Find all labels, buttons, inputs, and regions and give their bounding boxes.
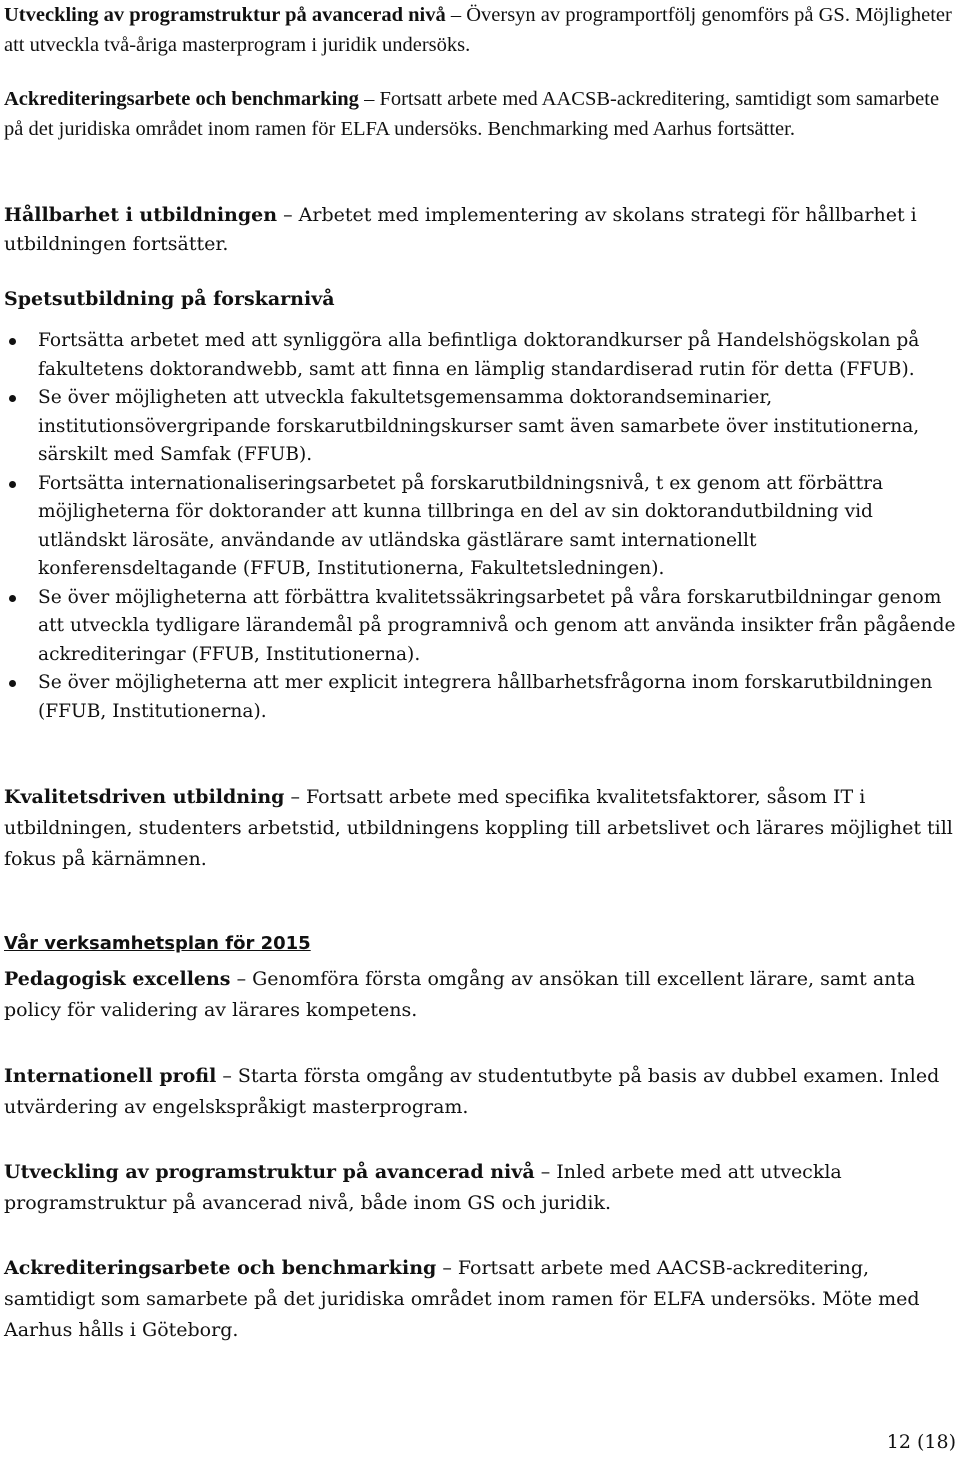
paragraph-heading: Kvalitetsdriven utbildning (4, 786, 285, 808)
list-item: Se över möjligheterna att mer explicit integrera hållbarhetsfrågorna inom forskarutbildningen (FFUB, Institutionerna). (0, 669, 956, 726)
page-number: 12 (18) (886, 1431, 956, 1453)
paragraph-accreditation: Ackrediteringsarbete och benchmarking – Fortsatt arbete med AACSB-ackreditering, samtidigt som samarbete på det juridiska området inom ramen för ELFA undersöks. Benchmarking med Aarhus fortsätter. (4, 88, 940, 140)
bullet-icon (9, 481, 16, 488)
bullet-icon (9, 338, 16, 345)
paragraph-accreditation-2015: Ackrediteringsarbete och benchmarking – Fortsatt arbete med AACSB-ackreditering, samtidigt som samarbete på det juridiska området inom ramen för ELFA undersöks. Möte med Aarhus hålls i Göteborg. (4, 1257, 920, 1341)
paragraph-quality: Kvalitetsdriven utbildning – Fortsatt arbete med specifika kvalitetsfaktorer, såsom IT i utbildningen, studenters arbetstid, utbildningens koppling till arbetslivet och lärares möjlighet till fokus på kärnämnen. (4, 786, 953, 870)
paragraph-text: Översyn av programportfölj genomförs på GS. Möjligheter att utveckla två-åriga masterprogram i juridik undersöks. (4, 4, 952, 56)
paragraph-heading: Utveckling av programstruktur på avancerad nivå (4, 1161, 535, 1183)
paragraph-text: Genomföra första omgång av ansökan till excellent lärare, samt anta policy för validering av lärares kompetens. (4, 968, 916, 1021)
research-bullet-list (0, 327, 956, 726)
list-item: Fortsätta internationaliseringsarbetet på forskarutbildningsnivå, t ex genom att förbättra möjligheterna för doktorander att kunna tillbringa en del av sin doktorandutbildning vid utländskt lärosäte, användande av utländska gästlärare samt internationellt konferensdeltagande (FFUB, Institutionerna, Fakultetsledningen). (0, 470, 956, 584)
paragraph-text: Starta första omgång av studentutbyte på basis av dubbel examen. Inled utvärdering av engelskspråkigt masterprogram. (4, 1065, 940, 1118)
paragraph-text: Fortsatt arbete med specifika kvalitetsfaktorer, såsom IT i utbildningen, studenters arbetstid, utbildningens koppling till arbetslivet och lärares möjlighet till fokus på kärnämnen. (4, 786, 953, 870)
list-item: Se över möjligheterna att förbättra kvalitetssäkringsarbetet på våra forskarutbildningar genom att utveckla tydligare lärandemål på programnivå och genom att använda insikter från pågående ackrediteringar (FFUB, Institutionerna). (0, 584, 956, 670)
paragraph-heading: Utveckling av programstruktur på avancerad nivå (4, 4, 446, 26)
list-item: Fortsätta arbetet med att synliggöra alla befintliga doktorandkurser på Handelshögskolan på fakultetens doktorandwebb, samt att finna en lämplig standardiserad rutin för detta (FFUB). (0, 327, 956, 384)
paragraph-pedagogical: Pedagogisk excellens – Genomföra första omgång av ansökan till excellent lärare, samt anta policy för validering av lärares kompetens. (4, 968, 916, 1021)
paragraph-program-structure: Utveckling av programstruktur på avancerad nivå – Översyn av programportfölj genomförs på GS. Möjligheter att utveckla två-åriga masterprogram i juridik undersöks. (4, 4, 952, 56)
paragraph-heading: Hållbarhet i utbildningen (4, 204, 278, 226)
list-item: Se över möjligheten att utveckla fakultetsgemensamma doktorandseminarier, institutionsövergripande forskarutbildningskurser samt även samarbete över institutionerna, särskilt med Samfak (FFUB). (0, 384, 956, 470)
paragraph-program-structure-2015: Utveckling av programstruktur på avancerad nivå – Inled arbete med att utveckla programstruktur på avancerad nivå, både inom GS och juridik. (4, 1161, 842, 1214)
paragraph-text: Arbetet med implementering av skolans strategi för hållbarhet i utbildningen fortsätter. (4, 204, 917, 255)
bullet-icon (9, 595, 16, 602)
paragraph-text: Fortsatt arbete med AACSB-ackreditering, samtidigt som samarbete på det juridiska området inom ramen för ELFA undersöks. Möte med Aarhus hålls i Göteborg. (4, 1257, 920, 1341)
paragraph-heading: Ackrediteringsarbete och benchmarking (4, 88, 359, 110)
bullet-icon (9, 680, 16, 687)
paragraph-heading: Pedagogisk excellens (4, 968, 231, 990)
paragraph-sustainability: Hållbarhet i utbildningen – Arbetet med implementering av skolans strategi för hållbarhet i utbildningen fortsätter. (4, 204, 917, 255)
paragraph-text: Inled arbete med att utveckla programstruktur på avancerad nivå, både inom GS och juridik. (4, 1161, 842, 1214)
paragraph-international: Internationell profil – Starta första omgång av studentutbyte på basis av dubbel examen. Inled utvärdering av engelskspråkigt masterprogram. (4, 1065, 940, 1118)
paragraph-heading: Ackrediteringsarbete och benchmarking (4, 1257, 437, 1279)
bullet-icon (9, 395, 16, 402)
paragraph-heading: Internationell profil (4, 1065, 217, 1087)
section-heading-research: Spetsutbildning på forskarnivå (4, 288, 335, 310)
section-heading-plan-2015: Vår verksamhetsplan för 2015 (4, 933, 311, 954)
paragraph-text: Fortsatt arbete med AACSB-ackreditering, samtidigt som samarbete på det juridiska området inom ramen för ELFA undersöks. Benchmarking med Aarhus fortsätter. (4, 88, 940, 140)
